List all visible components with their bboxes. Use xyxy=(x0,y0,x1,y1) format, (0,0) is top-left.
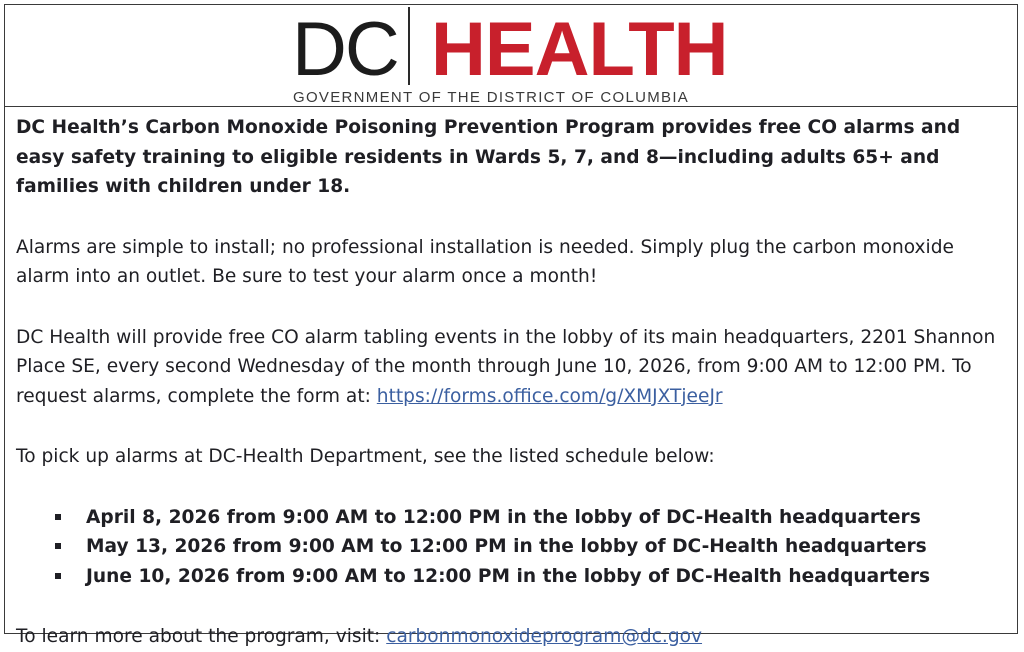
intro-paragraph: DC Health’s Carbon Monoxide Poisoning Prevention Program provides free CO alarms and easy safety training to eligible residents in Wards 5, 7, and 8—including adults 65+ and families with children under 18. xyxy=(16,117,961,197)
logo-subtitle: GOVERNMENT OF THE DISTRICT OF COLUMBIA xyxy=(293,89,690,106)
schedule-item: June 10, 2026 from 9:00 AM to 12:00 PM in the lobby of DC-Health headquarters xyxy=(52,562,1006,592)
pickup-intro: To pick up alarms at DC-Health Department, see the listed schedule below: xyxy=(16,446,715,467)
schedule-item: May 13, 2026 from 9:00 AM to 12:00 PM in the lobby of DC-Health headquarters xyxy=(52,532,1006,562)
learn-more-paragraph xyxy=(16,622,1006,652)
flyer-frame xyxy=(4,4,1018,647)
events-text: DC Health will provide free CO alarm tabling events in the lobby of its main headquarters, 2201 Shannon Place SE, every second Wednesday of the month through June 10, 2026, from 9:00 AM to 12:00 PM. To request alarms, complete the form at: xyxy=(16,326,996,407)
logo-health-text: HEALTH xyxy=(431,7,728,92)
events-paragraph xyxy=(16,323,1006,412)
install-paragraph: Alarms are simple to install; no professional installation is needed. Simply plug the carbon monoxide alarm into an outlet. Be sure to test your alarm once a month! xyxy=(16,236,954,287)
logo-dc-text: DC xyxy=(292,7,398,92)
learn-more-text: To learn more about the program, visit: xyxy=(16,626,387,647)
schedule-list xyxy=(16,503,1006,592)
schedule-item: April 8, 2026 from 9:00 AM to 12:00 PM in the lobby of DC-Health headquarters xyxy=(52,503,1006,533)
logo-divider xyxy=(408,7,410,85)
header xyxy=(5,5,1017,107)
program-email-link[interactable]: carbonmonoxideprogram@dc.gov xyxy=(386,626,703,647)
flyer-body xyxy=(16,113,1006,652)
request-form-link[interactable]: https://forms.office.com/g/XMJXTjeeJr xyxy=(376,385,723,407)
